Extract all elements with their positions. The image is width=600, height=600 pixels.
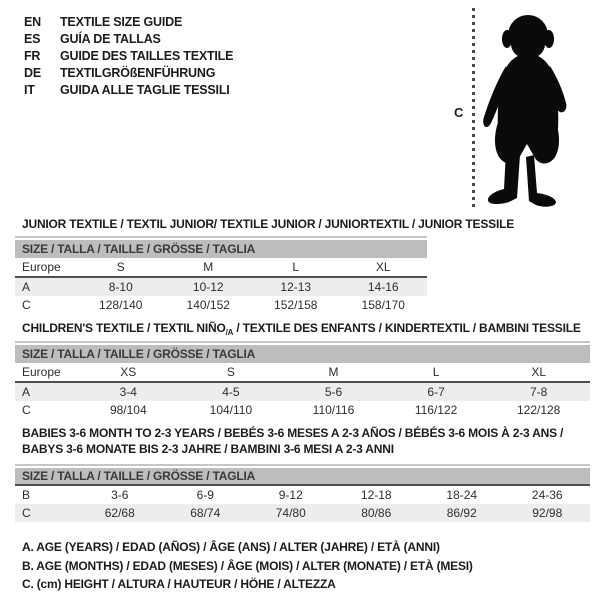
lang-code: ES <box>24 32 41 46</box>
measurement-legend <box>22 538 473 594</box>
size-cell: L <box>292 260 300 274</box>
lang-code: IT <box>24 83 35 97</box>
height-c-label: C <box>454 105 464 120</box>
age-cell: 12-18 <box>360 488 392 502</box>
table-row-age <box>15 278 427 296</box>
lang-code: EN <box>24 15 41 29</box>
height-cell: 110/116 <box>312 403 355 417</box>
row-label: C <box>22 506 31 520</box>
height-cell: 128/140 <box>99 298 143 312</box>
legend-line-a: A. AGE (YEARS) / EDAD (AÑOS) / ÂGE (ANS) / ALTER (JAHRE) / ETÀ (ANNI) <box>22 540 440 554</box>
lang-label: GUÍA DE TALLAS <box>60 32 161 46</box>
height-cell: 152/158 <box>274 298 318 312</box>
row-label: Europe <box>22 365 61 379</box>
size-cell: XL <box>531 365 547 379</box>
table-row-height <box>15 504 590 522</box>
lang-label: GUIDA ALLE TAGLIE TESSILI <box>60 83 230 97</box>
babies-section-title: BABIES 3-6 MONTH TO 2-3 YEARS / BEBÉS 3-6 MESES A 2-3 AÑOS / BÉBÉS 3-6 MOIS À 2-3 ANS / BABYS 3-6 MONATE BIS 2-3 JAHRE / BAMBINI 3-6 MESI A 2-3 ANNI <box>22 426 564 456</box>
height-cell: 86/92 <box>446 506 477 520</box>
height-cell: 62/68 <box>104 506 135 520</box>
row-label: B <box>22 488 31 502</box>
height-cell: 122/128 <box>516 403 561 417</box>
lang-code: FR <box>24 49 41 63</box>
row-label: C <box>22 403 31 417</box>
size-cell: L <box>432 365 440 379</box>
lang-row-es <box>24 31 233 48</box>
age-cell: 7-8 <box>530 385 548 399</box>
height-dotted-line-icon <box>472 8 475 211</box>
row-label: Europe <box>22 260 61 274</box>
size-header-band: SIZE / TALLA / TAILLE / GRÖSSE / TAGLIA <box>15 345 590 363</box>
row-label: A <box>22 280 31 294</box>
age-cell: 12-13 <box>280 280 312 294</box>
age-cell: 3-4 <box>119 385 137 399</box>
age-cell: 18-24 <box>446 488 478 502</box>
size-cell: XS <box>120 365 137 379</box>
row-label: A <box>22 385 31 399</box>
lang-label: GUIDE DES TAILLES TEXTILE <box>60 49 234 63</box>
age-cell: 10-12 <box>192 280 224 294</box>
size-cell: S <box>226 365 235 379</box>
height-measure-figure <box>448 0 598 220</box>
height-cell: 158/170 <box>361 298 405 312</box>
lang-label: TEXTILE SIZE GUIDE <box>60 15 183 29</box>
lang-row-de <box>24 65 233 82</box>
lang-row-en <box>24 14 233 31</box>
table-row-age <box>15 383 590 401</box>
age-cell: 5-6 <box>324 385 343 399</box>
height-cell: 98/104 <box>109 403 147 417</box>
age-cell: 24-36 <box>531 488 563 502</box>
size-cell: XL <box>375 260 391 274</box>
table-row-age-months <box>15 486 590 504</box>
age-cell: 3-6 <box>111 488 129 502</box>
height-cell: 104/110 <box>209 403 253 417</box>
junior-size-table <box>15 236 427 314</box>
size-cell: M <box>203 260 214 274</box>
age-cell: 8-10 <box>108 280 133 294</box>
height-cell: 116/122 <box>414 403 458 417</box>
age-cell: 6-9 <box>196 488 214 502</box>
lang-row-it <box>24 82 233 99</box>
legend-line-c: C. (cm) HEIGHT / ALTURA / HAUTEUR / HÖHE / ALTEZZA <box>22 577 336 591</box>
lang-code: DE <box>24 66 41 80</box>
legend-line-b: B. AGE (MONTHS) / EDAD (MESES) / ÂGE (MOIS) / ALTER (MONATE) / ETÀ (MESI) <box>22 558 473 573</box>
table-row-europe <box>15 258 427 278</box>
age-cell: 6-7 <box>427 385 445 399</box>
babies-size-table <box>15 464 590 522</box>
language-list <box>24 14 233 99</box>
children-size-table <box>15 341 590 419</box>
table-row-europe <box>15 363 590 383</box>
lang-row-fr <box>24 48 233 65</box>
age-cell: 9-12 <box>278 488 303 502</box>
baby-silhouette-icon <box>481 9 567 209</box>
age-cell: 14-16 <box>367 280 399 294</box>
height-cell: 68/74 <box>190 506 221 520</box>
size-header-band: SIZE / TALLA / TAILLE / GRÖSSE / TAGLIA <box>15 468 590 486</box>
row-label: C <box>22 298 31 312</box>
height-cell: 80/86 <box>361 506 392 520</box>
height-cell: 74/80 <box>275 506 306 520</box>
table-row-height <box>15 296 427 314</box>
junior-section-title: JUNIOR TEXTILE / TEXTIL JUNIOR/ TEXTILE JUNIOR / JUNIORTEXTIL / JUNIOR TESSILE <box>22 217 515 231</box>
size-cell: S <box>116 260 125 274</box>
height-cell: 92/98 <box>532 506 563 520</box>
lang-label: TEXTILGRÖßENFÜHRUNG <box>60 66 216 80</box>
size-header-band: SIZE / TALLA / TAILLE / GRÖSSE / TAGLIA <box>15 240 427 258</box>
children-section-title: CHILDREN'S TEXTILE / TEXTIL $NIÑO_{/A}$ / TEXTILE DES ENFANTS / KINDERTEXTIL / BAMBINI TESSILE <box>22 321 581 337</box>
size-cell: M <box>328 365 339 379</box>
table-row-height <box>15 401 590 419</box>
age-cell: 4-5 <box>222 385 240 399</box>
height-cell: 140/152 <box>186 298 230 312</box>
